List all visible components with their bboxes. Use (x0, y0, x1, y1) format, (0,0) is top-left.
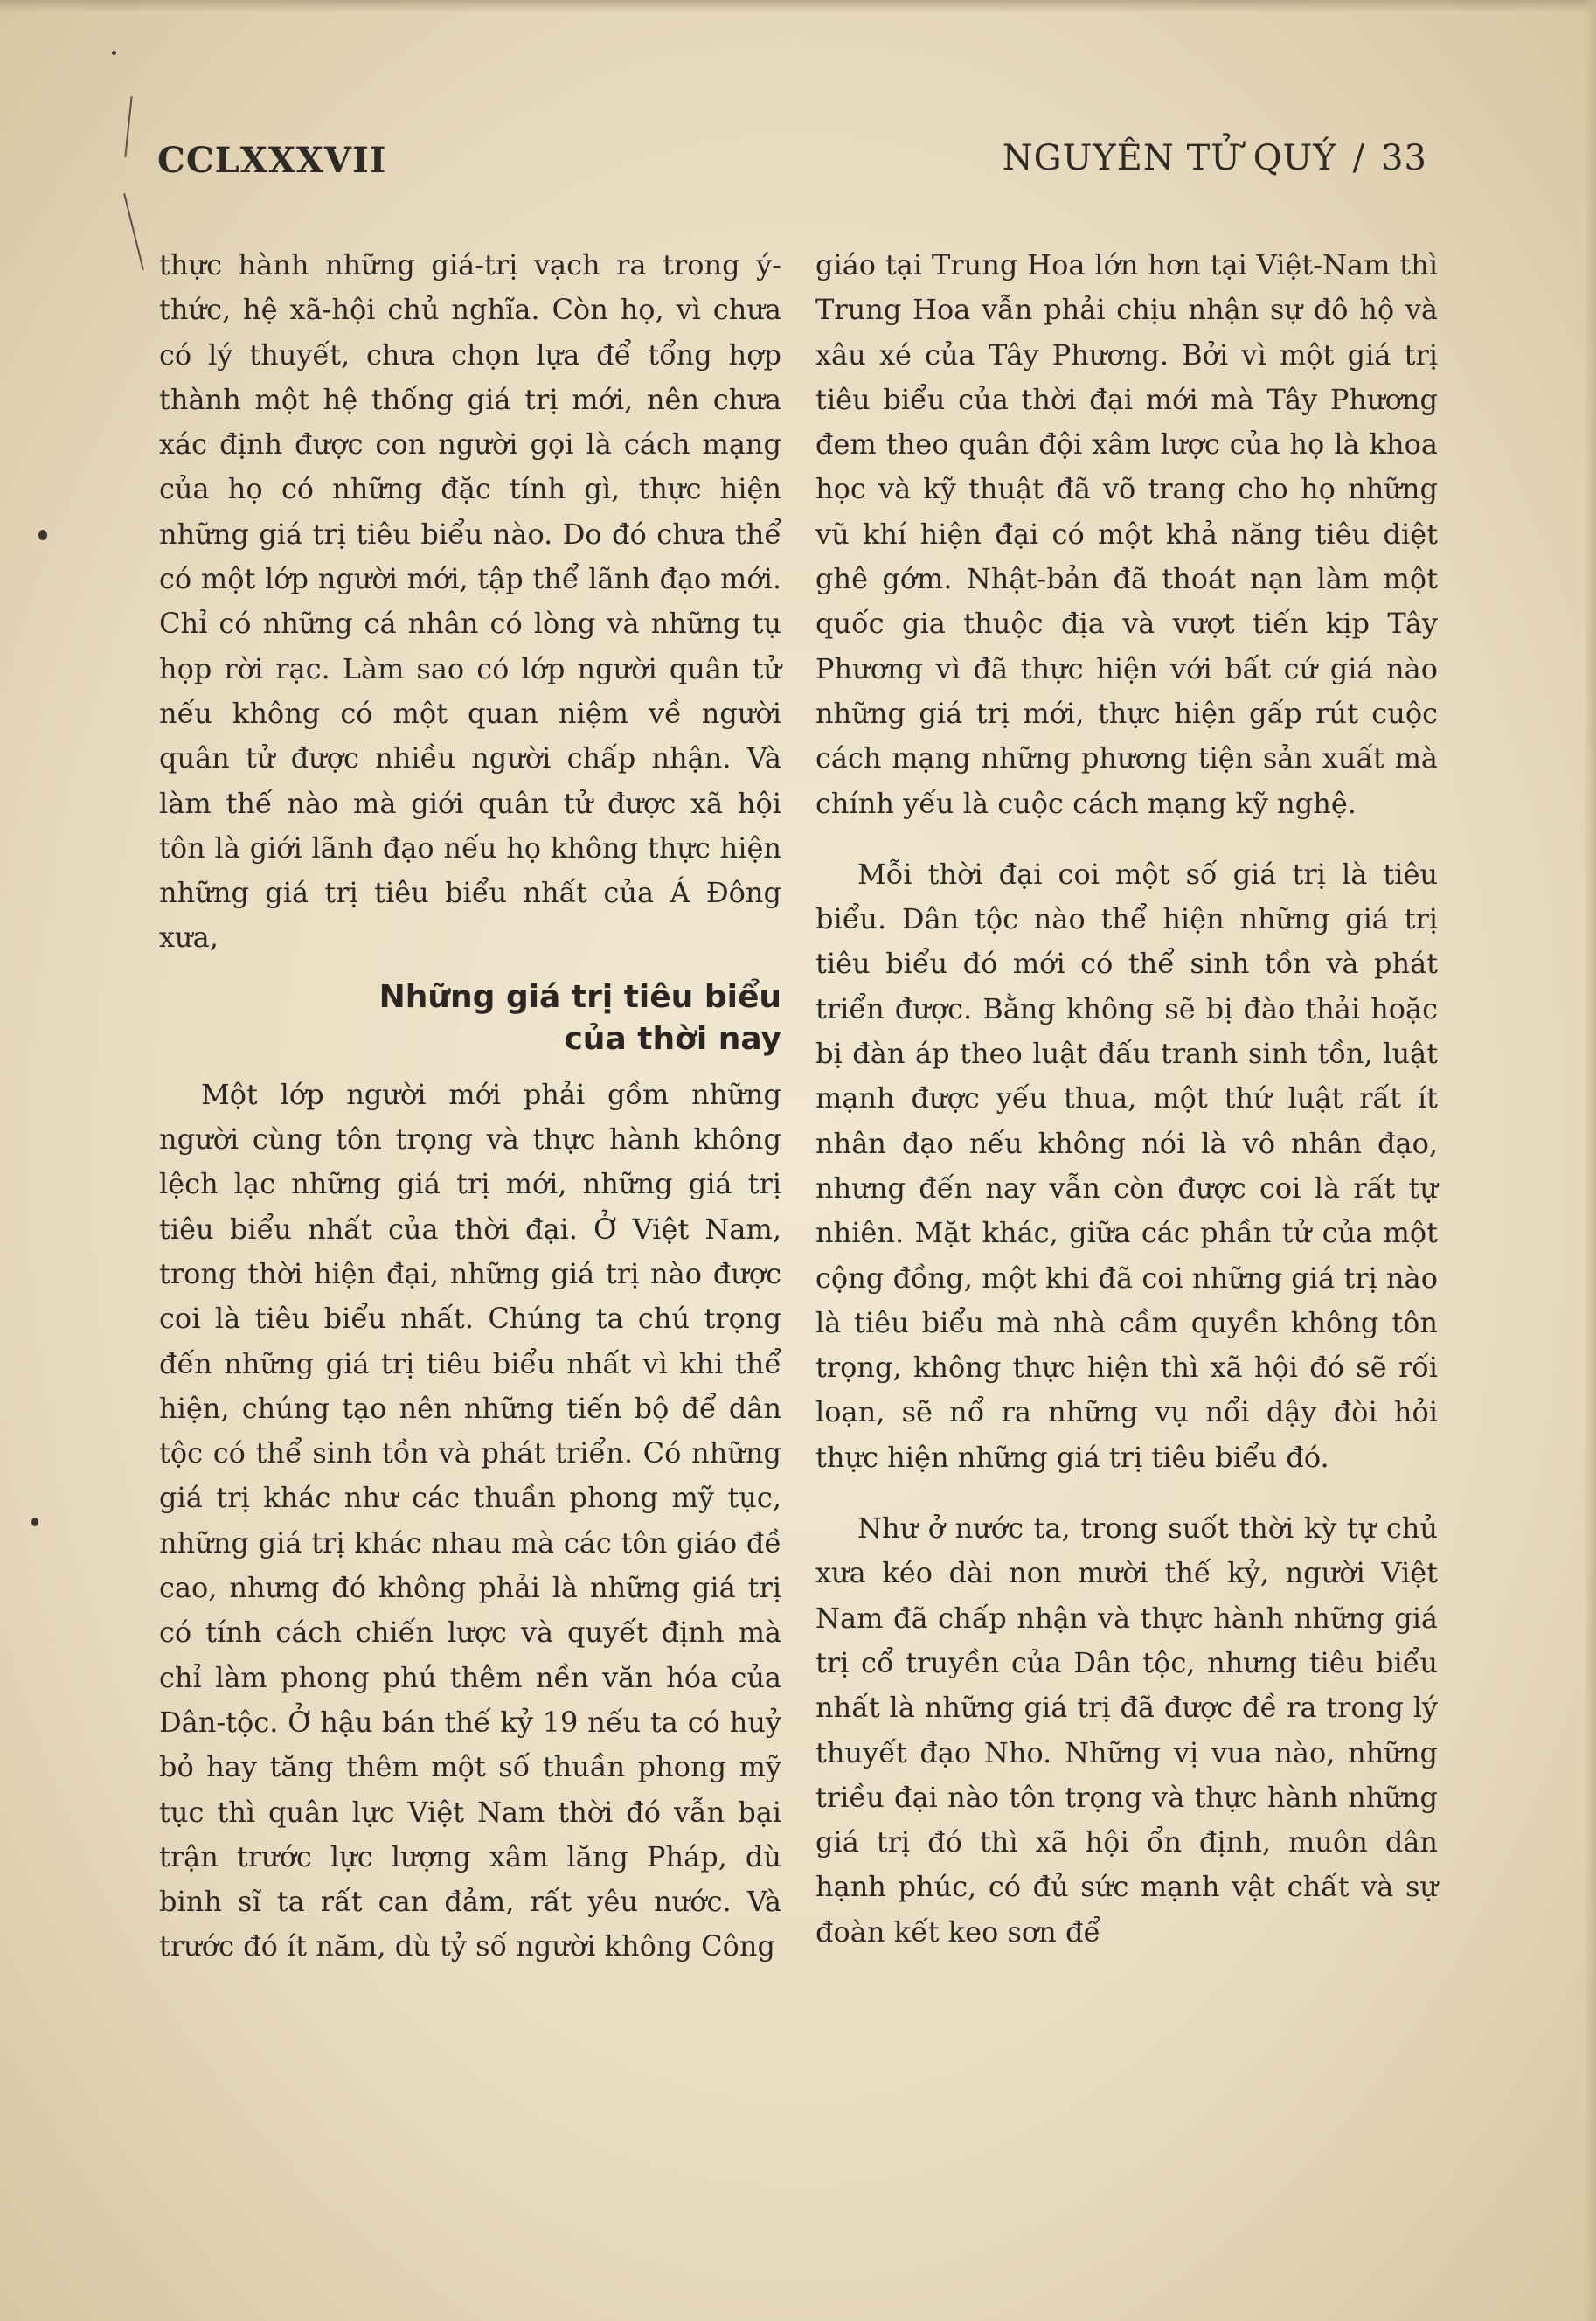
paragraph: thực hành những giá-trị vạch ra trong ý-thức, hệ xã-hội chủ nghĩa. Còn họ, vì chưa có lý thuyết, chưa chọn lựa để tổng hợp thành một hệ thống giá trị mới, nên chưa xác định được con người gọi là cách mạng của họ có những đặc tính gì, thực hiện những giá trị tiêu biểu nào. Do đó chưa thể có một lớp người mới, tập thể lãnh đạo mới. Chỉ có những cá nhân có lòng và những tụ họp rời rạc. Làm sao có lớp người quân tử nếu không có một quan niệm về người quân tử được nhiều người chấp nhận. Và làm thế nào mà giới quân tử được xã hội tôn là giới lãnh đạo nếu họ không thực hiện những giá trị tiêu biểu nhất của Á Đông xưa, (159, 248, 781, 955)
paragraph: Một lớp người mới phải gồm những người cùng tôn trọng và thực hành không lệch lạc những giá trị mới, những giá trị tiêu biểu nhất của thời đại. Ở Việt Nam, trong thời hiện đại, những giá trị nào được coi là tiêu biểu nhất. Chúng ta chú trọng đến những giá trị tiêu biểu nhất vì khi thể hiện, chúng tạo nên những tiến bộ để dân tộc có thể sinh tồn và phát triển. Có những giá trị khác như các thuần phong mỹ tục, những giá trị khác nhau mà các tôn giáo đề cao, nhưng đó không phải là những giá trị có tính cách chiến lược và quyết định mà chỉ làm phong phú thêm nền văn hóa của Dân-tộc. Ở hậu bán thế kỷ 19 nếu ta có huỷ bỏ hay tăng thêm một số thuần phong mỹ tục thì quân lực Việt Nam thời đó vẫn bại trận trước lực lượng xâm lăng Pháp, dù binh sĩ ta rất can đảm, rất yêu nước. Và trước đó ít năm, dù tỷ số người không Công (159, 1077, 781, 1963)
margin-scratch (124, 96, 132, 157)
section-heading (159, 976, 781, 1060)
paragraph: Như ở nước ta, trong suốt thời kỳ tự chủ xưa kéo dài non mười thế kỷ, người Việt Nam đã chấp nhận và thực hành những giá trị cổ truyền của Dân tộc, nhưng tiêu biểu nhất là những giá trị đã được đề ra trong lý thuyết đạo Nho. Những vị vua nào, những triều đại nào tôn trọng và thực hành những giá trị đó thì xã hội ổn định, muôn dân hạnh phúc, có đủ sức mạnh vật chất và sự đoàn kết keo sơn để (815, 1511, 1438, 1949)
left-column (159, 243, 781, 1970)
paragraph: giáo tại Trung Hoa lớn hơn tại Việt-Nam thì Trung Hoa vẫn phải chịu nhận sự đô hộ và xâu xé của Tây Phương. Bởi vì một giá trị tiêu biểu của thời đại mới mà Tây Phương đem theo quân đội xâm lược của họ là khoa học và kỹ thuật đã võ trang cho họ những vũ khí hiện đại có một khả năng tiêu diệt ghê gớm. Nhật-bản đã thoát nạn làm một quốc gia thuộc địa và vượt tiến kịp Tây Phương vì đã thực hiện với bất cứ giá nào những giá trị mới, thực hiện gấp rút cuộc cách mạng những phương tiện sản xuất mà chính yếu là cuộc cách mạng kỹ nghệ. (815, 248, 1438, 820)
margin-scratch (123, 193, 144, 270)
volume-number: CCLXXXVII (157, 140, 387, 181)
running-header (1003, 138, 1427, 178)
header-separator: / (1352, 138, 1366, 178)
page-edge-top (0, 0, 1596, 12)
section-heading-line: của thời nay (564, 1020, 781, 1057)
ink-dot (112, 51, 116, 55)
ink-dot (31, 1518, 38, 1526)
page-edge-right (1584, 0, 1596, 2321)
page-number: 33 (1381, 138, 1427, 178)
paragraph: Mỗi thời đại coi một số giá trị là tiêu biểu. Dân tộc nào thể hiện những giá trị tiêu biểu đó mới có thể sinh tồn và phát triển được. Bằng không sẽ bị đào thải hoặc bị đàn áp theo luật đấu tranh sinh tồn, luật mạnh được yếu thua, một thứ luật rất ít nhân đạo nếu không nói là vô nhân đạo, nhưng đến nay vẫn còn được coi là rất tự nhiên. Mặt khác, giữa các phần tử của một cộng đồng, một khi đã coi những giá trị nào là tiêu biểu mà nhà cầm quyền không tôn trọng, không thực hiện thì xã hội đó sẽ rối loạn, sẽ nổ ra những vụ nổi dậy đòi hỏi thực hiện những giá trị tiêu biểu đó. (815, 857, 1438, 1474)
ink-dot (38, 530, 47, 540)
section-heading-line: Những giá trị tiêu biểu (378, 978, 781, 1015)
right-column (815, 243, 1438, 1955)
author-name: NGUYÊN TỬ QUÝ (1002, 138, 1337, 178)
